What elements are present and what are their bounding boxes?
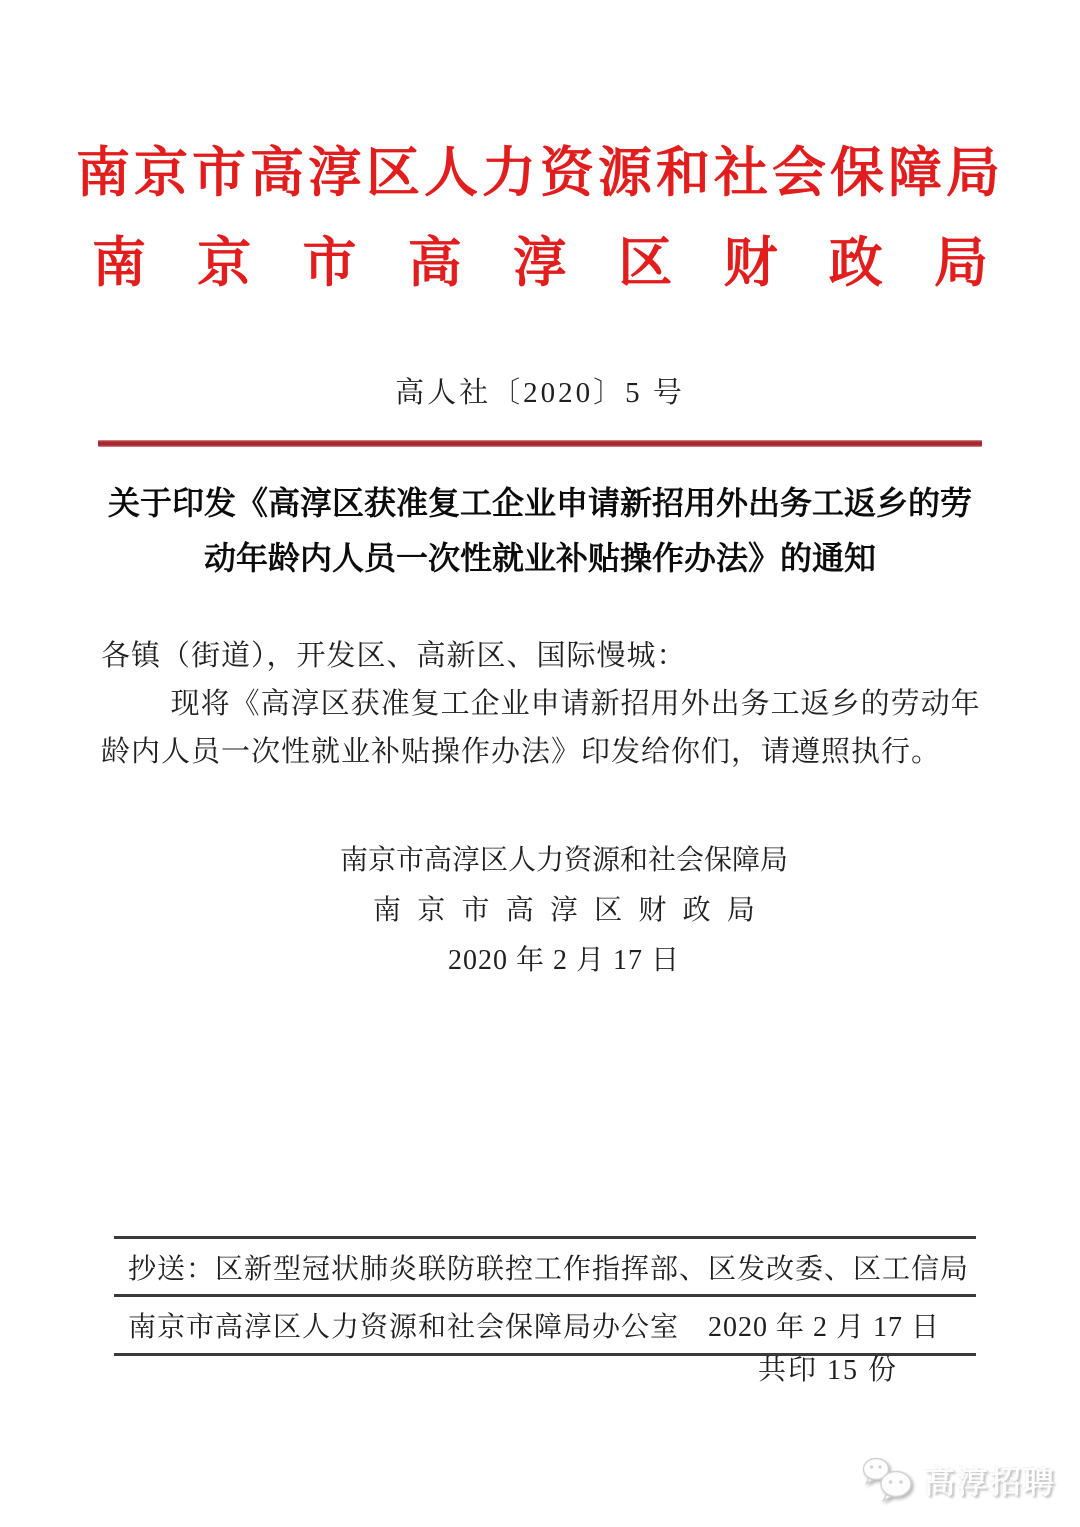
letterhead (0, 143, 1080, 293)
footer-cc-table (114, 1236, 976, 1356)
issue-date: 2020 年 2 月 17 日 (707, 1312, 940, 1343)
document-body (101, 632, 988, 776)
body-salutation: 各镇（街道），开发区、高新区、国际慢城： (101, 640, 687, 672)
letterhead-agency-2: 南 京 市 高 淳 区 财 政 局 (92, 233, 988, 293)
signature-block (24, 836, 1080, 986)
signature-org-2: 南 京 市 高 淳 区 财 政 局 (373, 895, 755, 926)
document-title (48, 476, 1032, 586)
official-account-watermark (861, 1455, 1056, 1503)
document-number: 高人社〔2020〕5 号 (395, 377, 685, 409)
cc-row: 抄送：区新型冠状肺炎联防联控工作指挥部、区发改委、区工信局 (114, 1239, 976, 1297)
watermark-label: 高淳招聘 (924, 1464, 1056, 1500)
wechat-bubbles-icon (861, 1455, 917, 1503)
signature-date: 2020 年 2 月 17 日 (447, 945, 680, 976)
body-paragraph-line2: 龄内人员一次性就业补贴操作办法》印发给你们，请遵照执行。 (101, 736, 942, 768)
copies-count: 共印 15 份 (757, 1355, 898, 1386)
body-paragraph-line1: 现将《高淳区获准复工企业申请新招用外出务工返乡的劳动年 (170, 688, 981, 720)
issuing-office: 南京市高淳区人力资源和社会保障局办公室 (128, 1312, 680, 1343)
document-title-line1: 关于印发《高淳区获准复工企业申请新招用外出务工返乡的劳 (107, 485, 972, 521)
letterhead-agency-1: 南京市高淳区人力资源和社会保障局 (76, 143, 1004, 203)
document-title-line2: 动年龄内人员一次性就业补贴操作办法》的通知 (203, 540, 876, 576)
signature-org-1: 南京市高淳区人力资源和社会保障局 (339, 845, 788, 876)
issuing-office-row (114, 1297, 976, 1353)
red-divider-rule (98, 440, 982, 447)
